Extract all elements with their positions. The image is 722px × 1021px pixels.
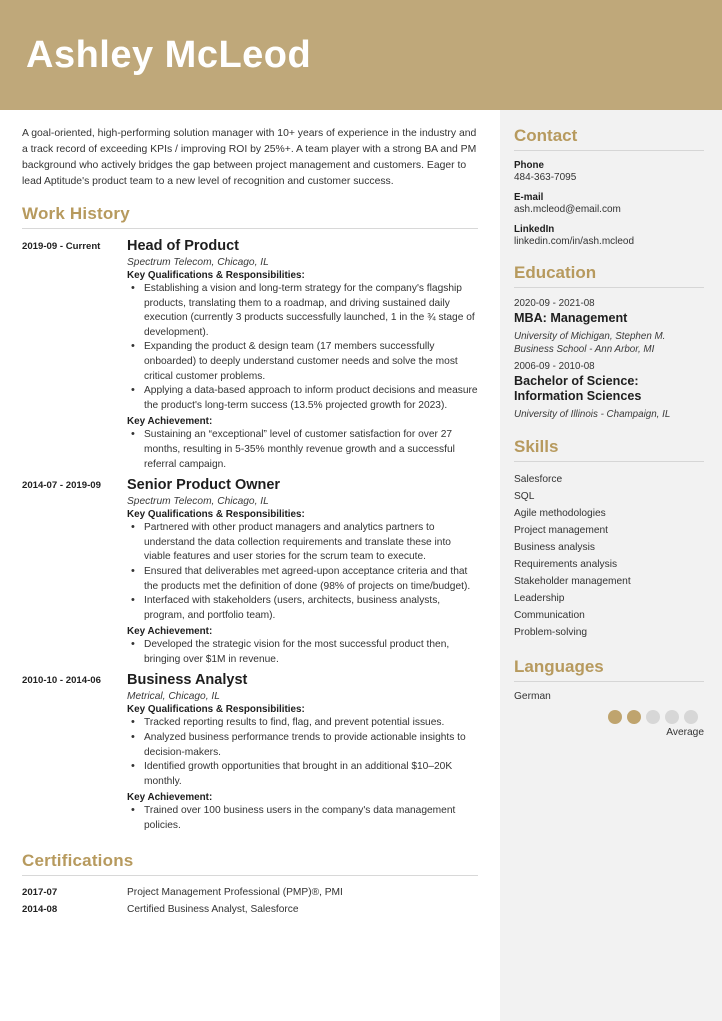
language-level-label: Average: [666, 727, 704, 738]
qualifications-bullets: [127, 716, 478, 789]
rating-dot: [608, 710, 622, 724]
bullet-item: • Ensured that deliverables met agreed-upon acceptance criteria and that the products met the definition of done (98% of projects on time/budget).: [127, 565, 478, 594]
job-company: Metrical, Chicago, IL: [127, 691, 220, 703]
rating-dot: [665, 710, 679, 724]
bullet-item: • Partnered with other product managers and analytics partners to understand the data collection requirements and translate these into viable features and user stories for the scrum team to execute.: [127, 521, 478, 565]
section-divider: [514, 287, 704, 288]
skill-item: SQL: [514, 491, 535, 502]
job-title: Head of Product: [127, 238, 239, 254]
languages-list: [514, 691, 704, 738]
qualifications-label: Key Qualifications & Responsibilities:: [127, 509, 305, 521]
job-body: [127, 672, 478, 836]
education-dates: 2006-09 - 2010-08: [514, 360, 595, 372]
bullet-item: • Applying a data-based approach to inform product decisions and measure the product's long-term success (13.5% projected growth for 2023).: [127, 384, 478, 413]
certifications-section: [22, 851, 478, 917]
language-rating: [514, 710, 704, 724]
education-school: University of Illinois - Champaign, IL: [514, 408, 671, 420]
job-title: Business Analyst: [127, 672, 248, 689]
bullet-item: • Expanding the product & design team (17 members successfully onboarded) to deeply understand customer needs and solve the most critical customer problems.: [127, 340, 478, 384]
bullet-item: • Sustaining an “exceptional” level of customer satisfaction for over 27 months, resulting in 5-35% monthly revenue growth and a successful referral campaign.: [127, 428, 478, 472]
achievement-label: Key Achievement:: [127, 416, 213, 428]
bullet-item: • Analyzed business performance trends to provide actionable insights to decision-makers.: [127, 731, 478, 760]
work-history-entry: [22, 238, 478, 475]
section-divider: [514, 681, 704, 682]
qualifications-bullets: [127, 282, 478, 413]
certifications-heading: Certifications: [22, 850, 134, 870]
skill-item: Communication: [514, 610, 585, 621]
bullet-item: • Identified growth opportunities that brought in an additional $10–20K monthly.: [127, 760, 478, 789]
education-dates: 2020-09 - 2021-08: [514, 298, 595, 309]
contact-label: Phone: [514, 160, 544, 171]
certification-name: Project Management Professional (PMP)®, PMI: [127, 886, 343, 898]
work-history-section: [22, 204, 478, 837]
certification-date: 2017-07: [22, 886, 58, 898]
education-school: University of Michigan, Stephen M. Business School - Ann Arbor, MI: [514, 330, 666, 355]
contact-value: 484-363-7095: [514, 172, 577, 183]
job-dates: 2010-10 - 2014-06: [22, 675, 101, 687]
certification-date: 2014-08: [22, 903, 58, 915]
language-name: German: [514, 691, 551, 702]
skills-list: [514, 471, 704, 641]
work-history-heading: Work History: [22, 204, 130, 223]
education-degree: Bachelor of Science: Information Sciences: [514, 373, 642, 403]
contact-heading: Contact: [514, 126, 578, 145]
achievement-bullets: [127, 638, 478, 667]
certification-row: [22, 885, 478, 900]
job-dates: 2014-07 - 2019-09: [22, 480, 101, 492]
job-body: [127, 477, 478, 670]
section-divider: [22, 228, 478, 229]
qualifications-label: Key Qualifications & Responsibilities:: [127, 270, 305, 281]
work-history-entry: [22, 672, 478, 836]
professional-summary: A goal-oriented, high-performing solution manager with 10+ years of experience in the industry and a track record of exceeding KPIs / improving ROI by 25%+. A team player with a strong BA and PM background who actively bridges the gap between project management and customers. Eager to lead Aptitude's product team to a new level of recognition and customer success.: [22, 128, 477, 187]
contact-label: E-mail: [514, 192, 544, 203]
section-divider: [514, 461, 704, 462]
rating-dot: [627, 710, 641, 724]
bullet-item: • Developed the strategic vision for the most successful product then, bringing over $1M in revenue.: [127, 638, 478, 667]
skill-item: Business analysis: [514, 542, 595, 553]
header-band: [0, 0, 722, 110]
skills-section: [514, 437, 704, 641]
contact-section: [514, 126, 704, 247]
job-title: Senior Product Owner: [127, 477, 281, 494]
skills-heading: Skills: [514, 437, 559, 456]
sidebar-column: [500, 110, 722, 1021]
certification-name: Certified Business Analyst, Salesforce: [127, 903, 299, 915]
qualifications-label: Key Qualifications & Responsibilities:: [127, 704, 305, 716]
skill-item: Agile methodologies: [514, 508, 606, 519]
contact-value: ash.mcleod@email.com: [514, 204, 621, 215]
languages-heading: Languages: [514, 657, 604, 676]
section-divider: [22, 875, 478, 876]
skill-item: Problem-solving: [514, 627, 588, 638]
education-list: [514, 297, 704, 421]
bullet-item: • Interfaced with stakeholders (users, architects, business analysts, program, and portfolio team).: [127, 594, 478, 623]
language-entry: [514, 691, 704, 738]
bullet-item: • Trained over 100 business users in the company's data management policies.: [127, 804, 478, 833]
skill-item: Stakeholder management: [514, 576, 631, 587]
main-column: [0, 110, 500, 1021]
certifications-list: [22, 885, 478, 917]
certification-row: [22, 902, 478, 917]
rating-dot: [646, 710, 660, 724]
skill-item: Leadership: [514, 593, 565, 604]
languages-section: [514, 657, 704, 738]
bullet-item: • Tracked reporting results to find, flag, and prevent potential issues.: [127, 716, 478, 731]
education-entry: [514, 360, 704, 422]
contact-value: linkedin.com/in/ash.mcleod: [514, 236, 635, 247]
education-entry: [514, 297, 704, 357]
section-divider: [514, 150, 704, 151]
job-company: Spectrum Telecom, Chicago, IL: [127, 496, 269, 508]
job-dates: 2019-09 - Current: [22, 241, 101, 252]
achievement-label: Key Achievement:: [127, 792, 213, 804]
contact-list: [514, 160, 704, 247]
work-history-list: [22, 238, 478, 837]
skill-item: Project management: [514, 525, 609, 536]
page-title: Ashley McLeod: [26, 34, 312, 76]
work-history-entry: [22, 477, 478, 670]
rating-dot: [684, 710, 698, 724]
contact-label: LinkedIn: [514, 224, 555, 235]
job-body: [127, 238, 478, 475]
qualifications-bullets: [127, 521, 478, 623]
education-section: [514, 263, 704, 421]
job-company: Spectrum Telecom, Chicago, IL: [127, 257, 269, 268]
education-heading: Education: [514, 263, 597, 282]
achievement-label: Key Achievement:: [127, 626, 213, 638]
bullet-item: • Establishing a vision and long-term strategy for the company's flagship products, translating them to a roadmap, and driving sustained daily execution (currently 3 products successfully launched, 1 in the ¾ stage of development).: [127, 282, 478, 340]
skill-item: Salesforce: [514, 474, 563, 485]
skill-item: Requirements analysis: [514, 559, 618, 570]
education-degree: MBA: Management: [514, 311, 628, 325]
achievement-bullets: [127, 428, 478, 472]
achievement-bullets: [127, 804, 478, 833]
